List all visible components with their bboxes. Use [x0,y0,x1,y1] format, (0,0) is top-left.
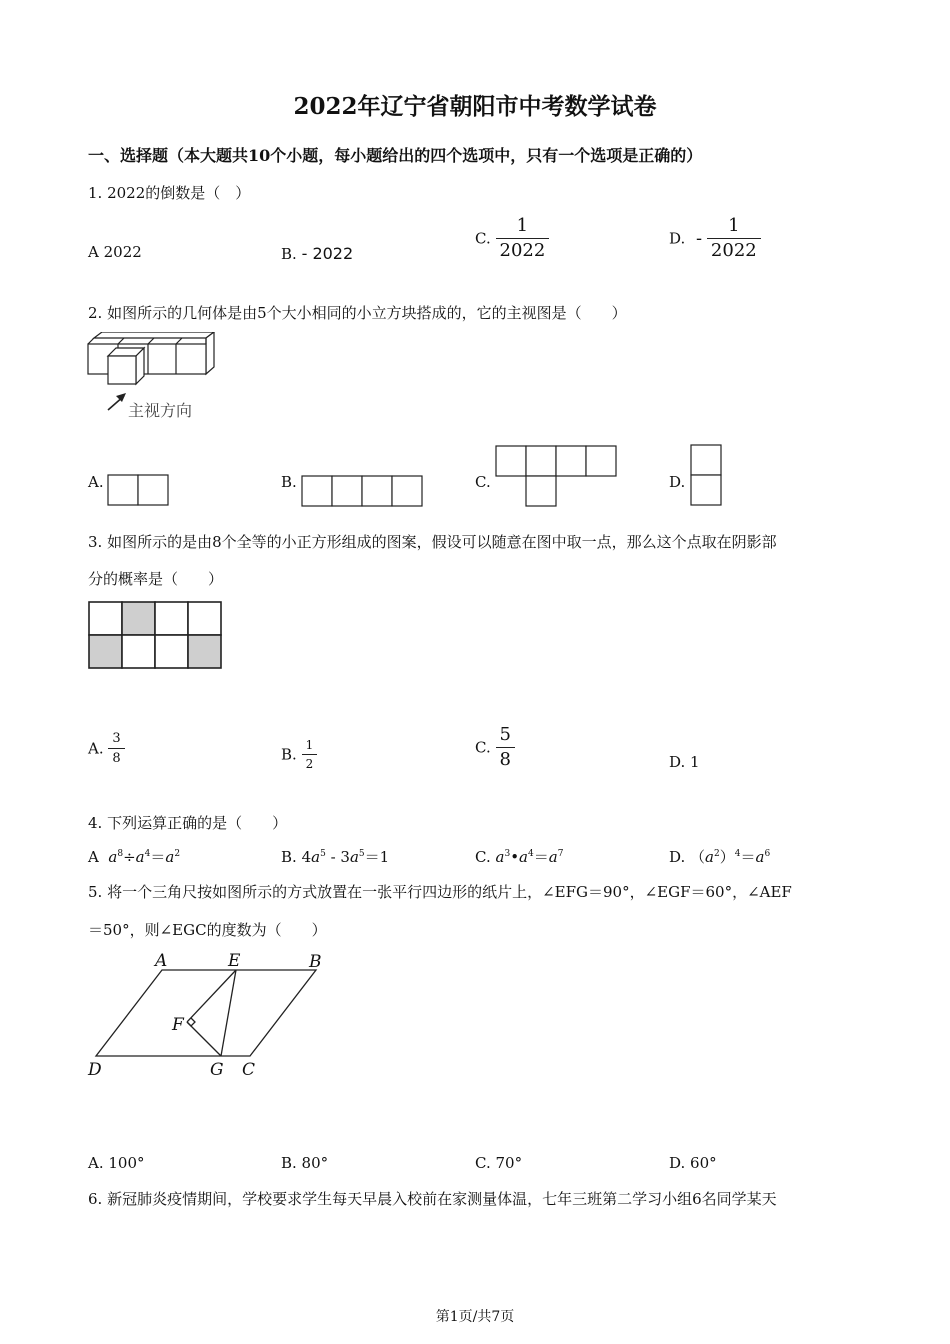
q1-option-b-value: - 2022 [301,244,354,263]
q4-option-d-label: D. [669,848,686,866]
q3-option-c-fraction [496,726,515,769]
q3-option-c-denominator: 8 [496,747,515,769]
q3-option-a-numerator: 3 [112,731,121,746]
q1-option-d [669,217,761,260]
q3-option-c [475,726,515,769]
question-1-text: 1. 2022的倒数是（ ） [88,184,251,202]
q1-option-b-label: B. [281,245,297,263]
q1-option-a: A 2022 [88,243,142,261]
q3-option-c-numerator: 5 [499,724,511,745]
q3-option-a-denominator: 8 [108,748,124,765]
q4-option-b-label: B. [281,848,297,866]
q3-option-b-fraction [302,739,318,770]
q2-option-c-figure [494,444,618,508]
question-2-text: 2. 如图所示的几何体是由5个大小相同的小立方块搭成的，它的主视图是（ ） [88,304,627,322]
q1-option-c-label: C. [475,229,491,248]
q3-option-a-label: A. [88,739,104,758]
q3-option-a [88,732,125,765]
q3-option-c-label: C. [475,738,491,757]
question-5-text-line-2: ＝50°，则∠EGC的度数为（ ） [88,921,327,939]
q5-option-c: C. 70° [475,1154,523,1172]
q5-option-b: B. 80° [281,1154,329,1172]
question-3-text-line-1: 3. 如图所示的是由8个全等的小正方形组成的图案，假设可以随意在图中取一点，那么这个点取在阴影部 [88,533,777,551]
q5-point-e: E [228,951,241,971]
q4-option-c: C. $a^3•a^4=a^7$ [475,848,564,866]
q3-option-b-label: B. [281,745,297,764]
q3-option-d: D. 1 [669,753,700,771]
q3-option-b-denominator: 2 [302,754,318,770]
q1-option-c-numerator: 1 [516,215,529,236]
q5-point-c: C [242,1060,256,1080]
q1-option-c-denominator: 2022 [496,238,550,260]
q2-option-a-figure [106,473,172,507]
q1-option-c-fraction [496,217,550,260]
q3-option-a-fraction [108,732,124,765]
q5-option-d: D. 60° [669,1154,717,1172]
q2-option-d-figure [689,443,725,509]
question-5-text-line-1: 5. 将一个三角尺按如图所示的方式放置在一张平行四边形的纸片上，∠EFG＝90°，∠EGF＝60°，∠AEF [88,883,792,901]
q3-option-b [281,739,317,770]
page-footer: 第1页/共7页 [435,1309,515,1325]
question-3-text-line-2: 分的概率是（ ） [88,570,224,588]
q5-parallelogram-figure [84,946,334,1082]
q5-option-a: A. 100° [88,1154,145,1172]
q2-option-a-label: A. [88,473,104,491]
question-4-text: 4. 下列运算正确的是（ ） [88,814,288,832]
q5-point-g: G [210,1060,224,1080]
q1-option-d-fraction [707,217,761,260]
page-title: 2022年辽宁省朝阳市中考数学试卷 [293,93,657,120]
section-heading: 一、选择题（本大题共10个小题，每小题给出的四个选项中，只有一个选项是正确的） [88,146,703,165]
q1-option-d-numerator: 1 [728,215,740,236]
q3-grid-figure [87,600,225,672]
q2-option-c-label: C. [475,473,491,491]
q5-point-d: D [88,1060,102,1080]
q3-option-b-numerator: 1 [305,738,314,752]
q4-option-b: B. $4a^5 - 3a^5=1$ [281,848,390,866]
q5-point-a: A [155,951,168,971]
q4-option-c-label: C. [475,848,491,866]
q5-point-b: B [309,952,322,972]
q1-option-d-label: D. [669,229,686,248]
q1-option-d-denominator: 2022 [707,238,761,260]
q4-option-a: A $a^8\div a^4=a^2$ [88,848,181,866]
q1-option-c [475,217,549,260]
q4-option-d: D. $(a^2)^4=a^6$ [669,848,771,866]
q1-option-b [281,244,353,263]
q4-option-a-label: A [88,848,99,866]
q1-option-d-sign: - [696,228,703,249]
q2-solid-figure [86,332,221,424]
q2-option-b-label: B. [281,473,297,491]
q2-option-d-label: D. [669,473,686,491]
q5-point-f: F [172,1015,184,1035]
q2-option-b-figure [300,474,426,508]
q2-view-direction-label: 主视方向 [128,401,193,420]
question-6-text: 6. 新冠肺炎疫情期间，学校要求学生每天早晨入校前在家测量体温，七年三班第二学习小组6名同学某天 [88,1190,777,1208]
